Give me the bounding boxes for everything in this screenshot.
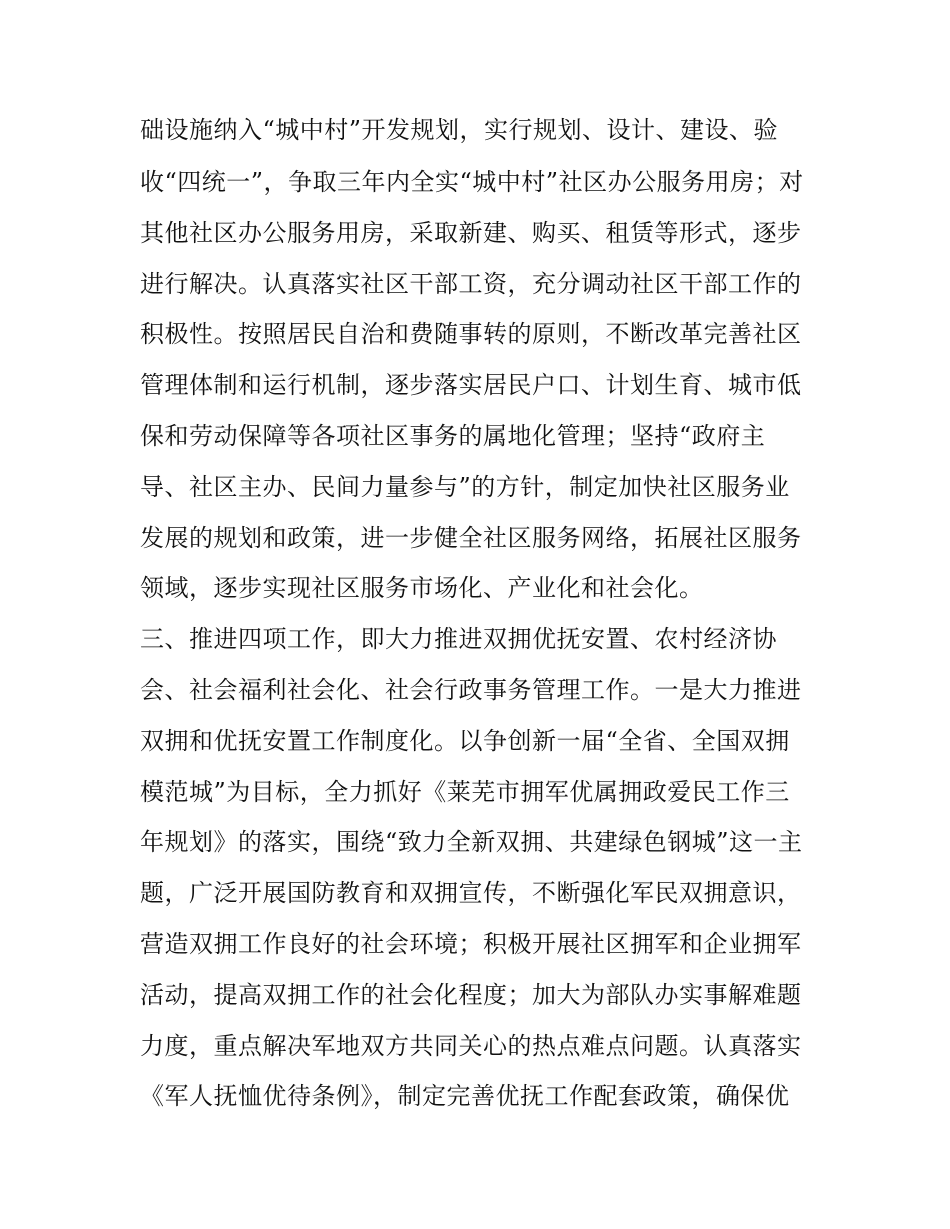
text-line: 发展的规划和政策，进一步健全社区服务网络，拓展社区服务 bbox=[140, 524, 802, 552]
text-line: 保和劳动保障等各项社区事务的属地化管理；坚持“政府主 bbox=[140, 422, 766, 450]
text-line: 年规划》的落实，围绕“致力全新双拥、共建绿色钢城”这一主 bbox=[140, 828, 803, 856]
text-line: 模范城”为目标，全力抓好《莱芜市拥军优属拥政爱民工作三 bbox=[140, 778, 790, 806]
text-line: 导、社区主办、民间力量参与”的方针，制定加快社区服务业 bbox=[140, 473, 790, 501]
text-line: 领域，逐步实现社区服务市场化、产业化和社会化。 bbox=[140, 574, 704, 602]
text-line: 活动，提高双拥工作的社会化程度；加大为部队办实事解难题 bbox=[140, 981, 802, 1009]
text-line: 进行解决。认真落实社区干部工资，充分调动社区干部工作的 bbox=[140, 270, 802, 298]
text-line: 题，广泛开展国防教育和双拥宣传，不断强化军民双拥意识， bbox=[140, 879, 802, 907]
text-line: 积极性。按照居民自治和费随事转的原则，不断改革完善社区 bbox=[140, 320, 802, 348]
text-line: 力度，重点解决军地双方共同关心的热点难点问题。认真落实 bbox=[140, 1032, 802, 1060]
text-line: 管理体制和运行机制，逐步落实居民户口、计划生育、城市低 bbox=[140, 371, 802, 399]
text-line: 会、社会福利社会化、社会行政事务管理工作。一是大力推进 bbox=[140, 676, 802, 704]
text-line: 收“四统一”，争取三年内全实“城中村”社区办公服务用房；对 bbox=[140, 168, 804, 196]
text-line: 《军人抚恤优待条例》，制定完善优抚工作配套政策，确保优 bbox=[140, 1082, 790, 1110]
text-line: 础设施纳入“城中村”开发规划，实行规划、设计、建设、验 bbox=[140, 116, 779, 144]
text-line: 三、推进四项工作，即大力推进双拥优抚安置、农村经济协 bbox=[140, 625, 777, 653]
text-line: 其他社区办公服务用房，采取新建、购买、租赁等形式，逐步 bbox=[140, 219, 802, 247]
text-line: 双拥和优抚安置工作制度化。以争创新一届“全省、全国双拥 bbox=[140, 727, 790, 755]
text-line: 营造双拥工作良好的社会环境；积极开展社区拥军和企业拥军 bbox=[140, 930, 802, 958]
